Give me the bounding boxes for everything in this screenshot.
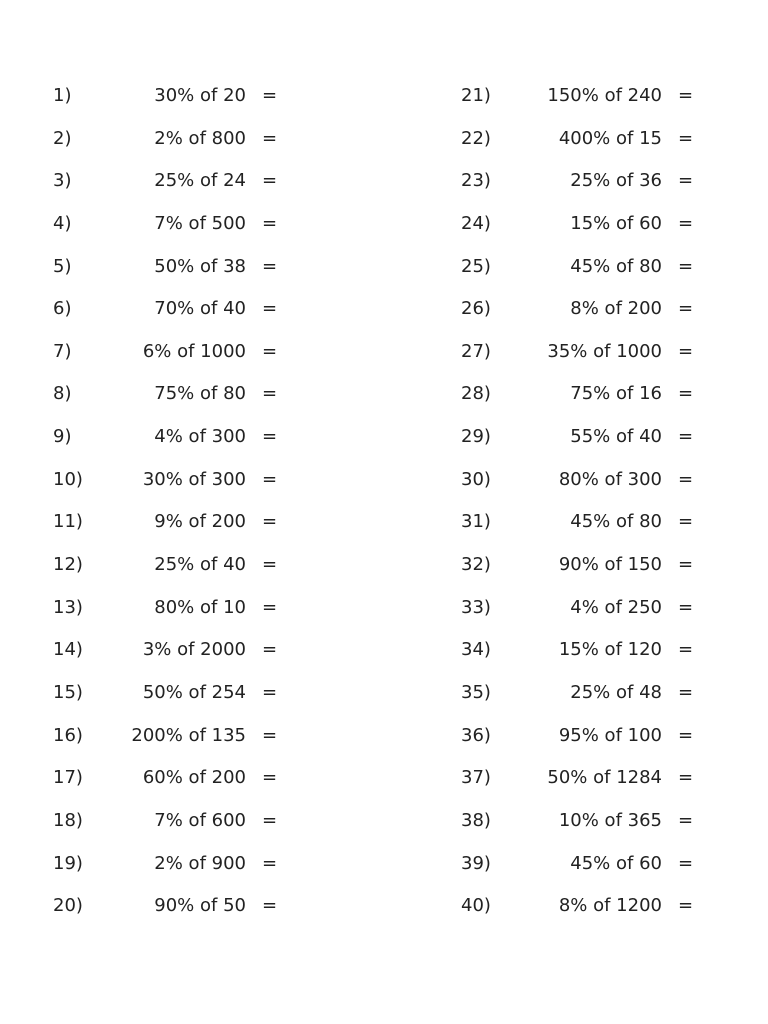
problem-number: 16) — [53, 724, 83, 746]
problem-number: 30) — [461, 468, 491, 490]
problem-expression: 45% of 60 — [570, 852, 662, 874]
problem-number: 21) — [461, 85, 491, 106]
problem-row — [53, 160, 278, 203]
problem-number: 24) — [461, 212, 491, 234]
problem-row — [461, 501, 694, 544]
equals-sign: = — [262, 596, 278, 618]
problem-number: 9) — [53, 426, 72, 448]
equals-sign: = — [262, 809, 278, 831]
problem-number: 10) — [53, 468, 83, 490]
equals-sign: = — [262, 426, 278, 448]
problem-number: 3) — [53, 170, 72, 192]
problem-number: 26) — [461, 298, 491, 320]
equals-sign: = — [262, 383, 278, 405]
problem-row — [461, 629, 694, 672]
problem-expression: 95% of 100 — [558, 724, 662, 746]
right-problem-column — [461, 75, 694, 928]
problem-number: 11) — [53, 511, 83, 533]
problem-number: 20) — [53, 895, 83, 917]
problem-row — [53, 203, 278, 246]
problem-expression: 7% of 500 — [154, 212, 246, 234]
problem-expression: 2% of 800 — [154, 127, 246, 149]
problem-expression: 55% of 40 — [570, 426, 662, 448]
problem-expression: 70% of 40 — [154, 298, 246, 320]
problem-expression: 2% of 900 — [154, 852, 246, 874]
problem-row — [53, 587, 278, 630]
problem-number: 14) — [53, 639, 83, 661]
problem-row — [53, 75, 278, 118]
problem-number: 15) — [53, 681, 83, 703]
equals-sign: = — [678, 681, 694, 703]
problem-row — [53, 885, 278, 928]
problem-row — [53, 118, 278, 161]
equals-sign: = — [262, 895, 278, 917]
equals-sign: = — [262, 852, 278, 874]
equals-sign: = — [678, 170, 694, 192]
problem-number: 19) — [53, 852, 83, 874]
problem-number: 33) — [461, 596, 491, 618]
problem-expression: 60% of 200 — [142, 767, 246, 789]
equals-sign: = — [262, 127, 278, 149]
problem-number: 23) — [461, 170, 491, 192]
problem-number: 17) — [53, 767, 83, 789]
problem-row — [53, 757, 278, 800]
equals-sign: = — [678, 340, 694, 362]
equals-sign: = — [262, 724, 278, 746]
equals-sign: = — [678, 85, 694, 106]
problem-number: 1) — [53, 85, 72, 106]
equals-sign: = — [678, 767, 694, 789]
problem-row — [461, 75, 694, 118]
problem-row — [53, 459, 278, 502]
equals-sign: = — [262, 170, 278, 192]
problem-expression: 3% of 2000 — [142, 639, 246, 661]
problem-expression: 10% of 365 — [558, 809, 662, 831]
problem-row — [461, 416, 694, 459]
problem-expression: 50% of 1284 — [547, 767, 662, 789]
problem-expression: 25% of 24 — [154, 170, 246, 192]
equals-sign: = — [262, 85, 278, 106]
problem-expression: 45% of 80 — [570, 255, 662, 277]
problem-row — [461, 544, 694, 587]
equals-sign: = — [262, 511, 278, 533]
equals-sign: = — [262, 554, 278, 576]
problem-expression: 30% of 300 — [142, 468, 246, 490]
problem-number: 32) — [461, 554, 491, 576]
problem-expression: 4% of 300 — [154, 426, 246, 448]
problem-number: 5) — [53, 255, 72, 277]
problem-expression: 30% of 20 — [154, 85, 246, 106]
problem-expression: 90% of 150 — [558, 554, 662, 576]
problem-number: 4) — [53, 212, 72, 234]
problem-expression: 50% of 254 — [142, 681, 246, 703]
problem-expression: 50% of 38 — [154, 255, 246, 277]
problem-row — [461, 672, 694, 715]
equals-sign: = — [678, 852, 694, 874]
equals-sign: = — [262, 298, 278, 320]
problem-row — [461, 246, 694, 289]
problem-number: 40) — [461, 895, 491, 917]
problem-number: 39) — [461, 852, 491, 874]
problem-row — [53, 501, 278, 544]
problem-row — [461, 373, 694, 416]
problem-expression: 200% of 135 — [131, 724, 246, 746]
problem-row — [53, 544, 278, 587]
equals-sign: = — [678, 809, 694, 831]
equals-sign: = — [678, 596, 694, 618]
equals-sign: = — [262, 639, 278, 661]
problem-row — [53, 629, 278, 672]
problem-row — [461, 843, 694, 886]
problem-row — [53, 715, 278, 758]
problem-row — [461, 587, 694, 630]
problem-number: 6) — [53, 298, 72, 320]
equals-sign: = — [262, 212, 278, 234]
left-problem-column — [53, 75, 278, 928]
problem-row — [461, 160, 694, 203]
equals-sign: = — [678, 554, 694, 576]
problem-row — [53, 843, 278, 886]
problem-expression: 80% of 10 — [154, 596, 246, 618]
equals-sign: = — [678, 639, 694, 661]
problem-row — [461, 203, 694, 246]
problem-row — [461, 331, 694, 374]
problem-number: 12) — [53, 554, 83, 576]
problem-row — [461, 715, 694, 758]
problem-expression: 25% of 36 — [570, 170, 662, 192]
equals-sign: = — [678, 426, 694, 448]
problem-number: 2) — [53, 127, 72, 149]
equals-sign: = — [262, 255, 278, 277]
equals-sign: = — [678, 212, 694, 234]
problem-expression: 400% of 15 — [558, 127, 662, 149]
equals-sign: = — [262, 468, 278, 490]
problem-row — [53, 800, 278, 843]
problem-number: 36) — [461, 724, 491, 746]
problem-row — [461, 800, 694, 843]
problem-expression: 75% of 80 — [154, 383, 246, 405]
problem-number: 18) — [53, 809, 83, 831]
problem-number: 38) — [461, 809, 491, 831]
equals-sign: = — [678, 895, 694, 917]
problem-number: 25) — [461, 255, 491, 277]
equals-sign: = — [262, 767, 278, 789]
problem-number: 37) — [461, 767, 491, 789]
problem-expression: 8% of 200 — [570, 298, 662, 320]
equals-sign: = — [678, 298, 694, 320]
problem-row — [53, 246, 278, 289]
problem-number: 31) — [461, 511, 491, 533]
problem-row — [461, 118, 694, 161]
problem-row — [461, 459, 694, 502]
problem-expression: 90% of 50 — [154, 895, 246, 917]
problem-expression: 35% of 1000 — [547, 340, 662, 362]
equals-sign: = — [678, 127, 694, 149]
problem-row — [53, 416, 278, 459]
problem-row — [53, 331, 278, 374]
problem-expression: 7% of 600 — [154, 809, 246, 831]
problem-number: 34) — [461, 639, 491, 661]
problem-expression: 8% of 1200 — [558, 895, 662, 917]
equals-sign: = — [678, 724, 694, 746]
problem-row — [461, 757, 694, 800]
equals-sign: = — [678, 468, 694, 490]
equals-sign: = — [678, 511, 694, 533]
problem-expression: 80% of 300 — [558, 468, 662, 490]
problem-expression: 9% of 200 — [154, 511, 246, 533]
problem-number: 8) — [53, 383, 72, 405]
problem-row — [53, 672, 278, 715]
problem-number: 27) — [461, 340, 491, 362]
problem-expression: 25% of 40 — [154, 554, 246, 576]
problem-number: 22) — [461, 127, 491, 149]
problem-expression: 15% of 60 — [570, 212, 662, 234]
problem-number: 28) — [461, 383, 491, 405]
problem-row — [53, 373, 278, 416]
problem-row — [53, 288, 278, 331]
problem-number: 13) — [53, 596, 83, 618]
problem-number: 35) — [461, 681, 491, 703]
equals-sign: = — [678, 383, 694, 405]
problem-expression: 150% of 240 — [547, 85, 662, 106]
problem-number: 7) — [53, 340, 72, 362]
problem-expression: 25% of 48 — [570, 681, 662, 703]
problem-row — [461, 288, 694, 331]
problem-row — [461, 885, 694, 928]
problem-expression: 6% of 1000 — [142, 340, 246, 362]
problem-expression: 45% of 80 — [570, 511, 662, 533]
equals-sign: = — [262, 340, 278, 362]
problem-expression: 75% of 16 — [570, 383, 662, 405]
problem-expression: 15% of 120 — [558, 639, 662, 661]
equals-sign: = — [678, 255, 694, 277]
equals-sign: = — [262, 681, 278, 703]
problem-expression: 4% of 250 — [570, 596, 662, 618]
problem-number: 29) — [461, 426, 491, 448]
